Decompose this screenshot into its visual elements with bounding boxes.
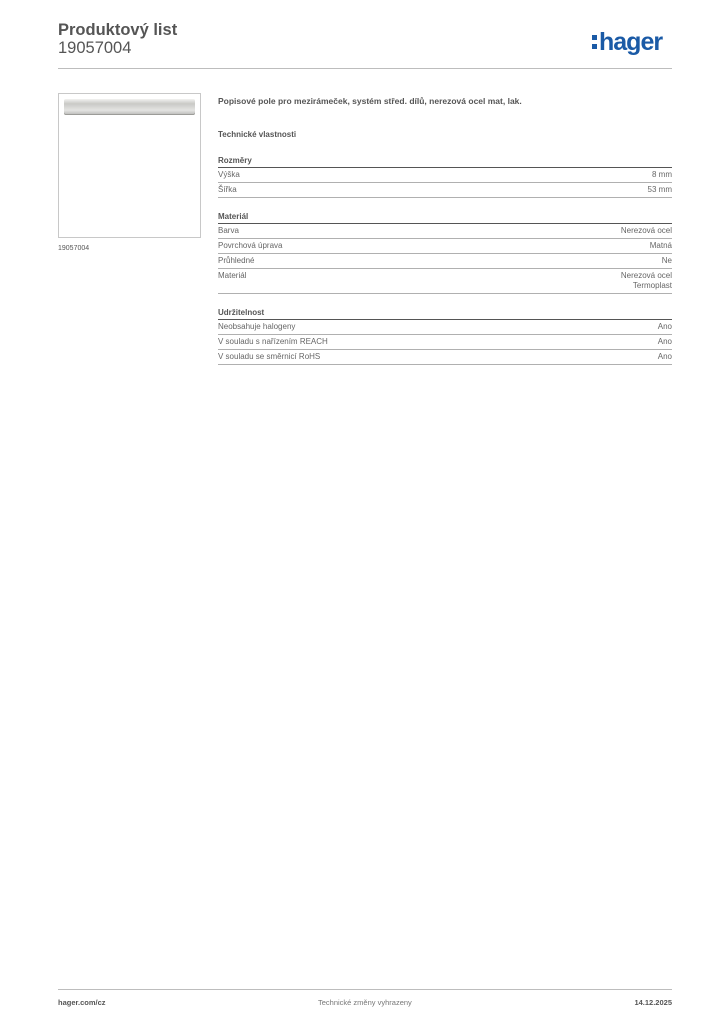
section-title: Rozměry [218,156,672,168]
table-row [218,224,672,239]
header-divider [58,68,672,69]
row-value: Ano [657,322,672,331]
row-label: Výška [218,170,240,179]
row-value: Matná [649,241,672,250]
row-value: Nerezová ocel [620,226,672,235]
page-title: Produktový list [58,21,178,39]
row-value: Ano [657,352,672,361]
product-image [64,99,195,115]
product-details [218,95,672,365]
table-row [218,168,672,183]
footer-date: 14.12.2025 [634,998,672,1007]
product-code: 19057004 [58,39,132,57]
row-label: Neobsahuje halogeny [218,322,296,331]
product-image-caption: 19057004 [58,245,90,252]
row-label: Materiál [218,271,247,280]
footer-website-link[interactable]: hager.com/cz [58,998,106,1007]
footer-divider [58,989,672,990]
section-sustainability [218,308,672,365]
section-material [218,212,672,294]
table-row [218,183,672,198]
tech-properties-heading: Technické vlastnosti [218,130,297,139]
section-dimensions [218,156,672,198]
hager-logo [592,28,662,56]
row-label: Barva [218,226,239,235]
row-value: Ano [657,337,672,346]
product-image-frame [58,93,201,238]
table-row [218,350,672,365]
row-label: Průhledné [218,256,255,265]
row-value: Ne [661,256,672,265]
row-value-line: Nerezová ocel [620,271,672,280]
footer-disclaimer: Technické změny vyhrazeny [318,998,412,1007]
table-row [218,254,672,269]
logo-colon-icon [592,35,597,49]
row-value: 53 mm [647,185,672,194]
row-label: V souladu s nařízením REACH [218,337,328,346]
logo-word: hager [599,27,663,56]
section-title: Udržitelnost [218,308,672,320]
row-value-line: Termoplast [632,281,672,290]
table-row [218,239,672,254]
row-label: Povrchová úprava [218,241,283,250]
row-value [621,271,672,291]
row-label: Šířka [218,185,237,194]
row-label: V souladu se směrnicí RoHS [218,352,321,361]
row-value: 8 mm [652,170,672,179]
table-row [218,335,672,350]
table-row [218,320,672,335]
table-row [218,269,672,294]
product-description: Popisové pole pro mezirámeček, systém střed. dílů, nerezová ocel mat, lak. [218,96,522,106]
section-title: Materiál [218,212,672,224]
